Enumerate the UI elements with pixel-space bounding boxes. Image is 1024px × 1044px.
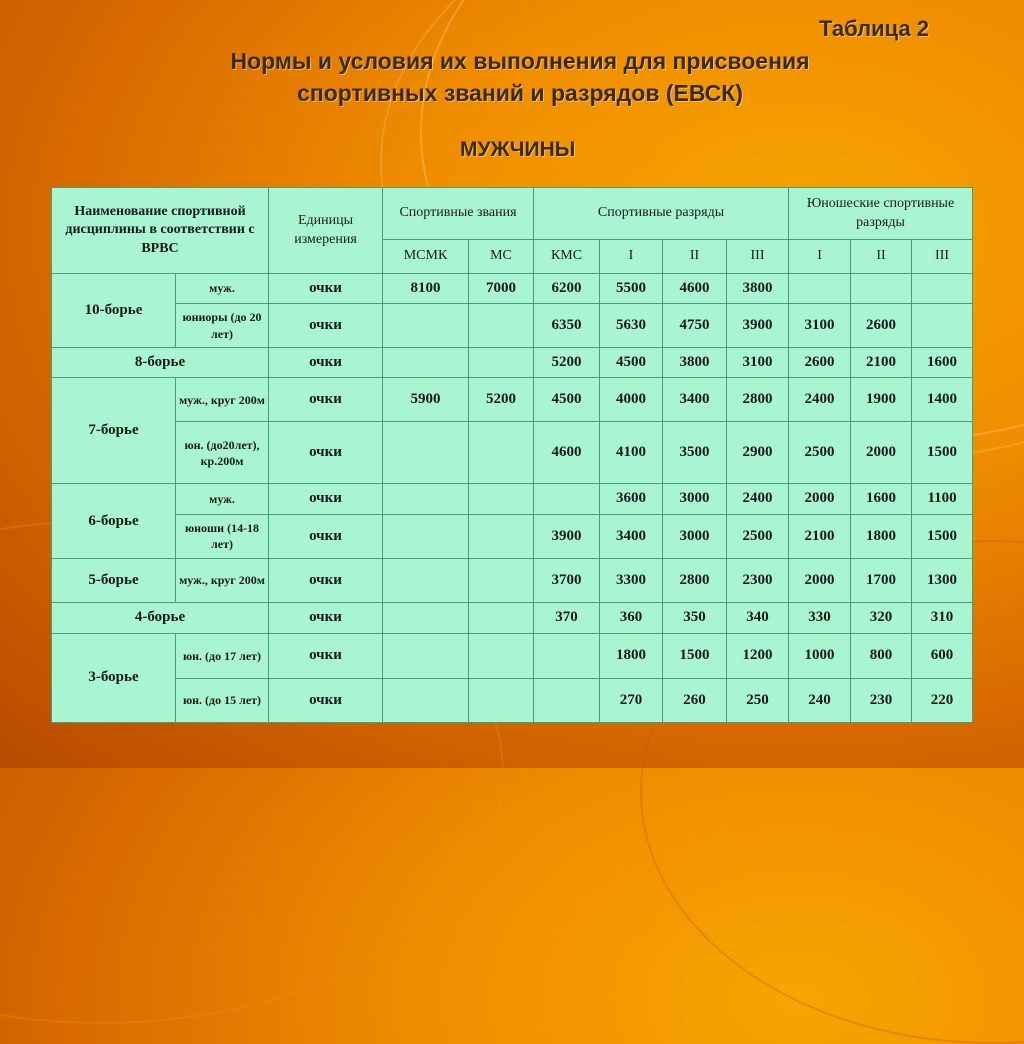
- unit-cell: очки: [269, 558, 383, 602]
- value-cell: [469, 514, 534, 558]
- page-title-line-2: спортивных званий и разрядов (ЕВСК): [297, 80, 743, 106]
- header-unit: Единицы измерения: [269, 188, 383, 274]
- value-cell: 370: [534, 602, 600, 633]
- value-cell: 2300: [727, 558, 789, 602]
- table-row: [52, 602, 973, 633]
- unit-cell: очки: [269, 678, 383, 722]
- value-cell: 2000: [851, 422, 912, 484]
- value-cell: 320: [851, 602, 912, 633]
- header-col-rank-1: I: [600, 240, 663, 274]
- value-cell: 3800: [727, 274, 789, 304]
- value-cell: 1900: [851, 378, 912, 422]
- discipline-cell: 5-борье: [52, 558, 176, 602]
- value-cell: 2400: [727, 484, 789, 514]
- value-cell: [469, 678, 534, 722]
- value-cell: 1600: [851, 484, 912, 514]
- header-ranks-group: Спортивные разряды: [534, 188, 789, 240]
- value-cell: 240: [789, 678, 851, 722]
- value-cell: 2400: [789, 378, 851, 422]
- unit-cell: очки: [269, 274, 383, 304]
- value-cell: [383, 602, 469, 633]
- value-cell: 1500: [912, 422, 973, 484]
- value-cell: 4100: [600, 422, 663, 484]
- header-col-youth-2: II: [851, 240, 912, 274]
- value-cell: 230: [851, 678, 912, 722]
- table-row: [52, 514, 973, 558]
- page-title-line-1: Нормы и условия их выполнения для присвоения: [230, 48, 810, 74]
- subgroup-cell: юниоры (до 20 лет): [176, 304, 269, 348]
- table-row: [52, 422, 973, 484]
- value-cell: 2600: [851, 304, 912, 348]
- discipline-cell: 3-борье: [52, 633, 176, 722]
- unit-cell: очки: [269, 422, 383, 484]
- discipline-cell: 10-борье: [52, 274, 176, 348]
- value-cell: 350: [663, 602, 727, 633]
- value-cell: 3000: [663, 484, 727, 514]
- header-col-ms: МС: [469, 240, 534, 274]
- header-col-msmk: МСМК: [383, 240, 469, 274]
- value-cell: 3500: [663, 422, 727, 484]
- value-cell: 1700: [851, 558, 912, 602]
- value-cell: 800: [851, 633, 912, 678]
- discipline-cell: 8-борье: [52, 348, 269, 378]
- value-cell: 1200: [727, 633, 789, 678]
- subgroup-cell: муж., круг 200м: [176, 378, 269, 422]
- value-cell: 2500: [727, 514, 789, 558]
- value-cell: [469, 304, 534, 348]
- value-cell: [469, 422, 534, 484]
- value-cell: [383, 558, 469, 602]
- value-cell: 6350: [534, 304, 600, 348]
- header-discipline: Наименование спортивной дисциплины в соответствии с ВРВС: [52, 188, 269, 274]
- value-cell: 270: [600, 678, 663, 722]
- value-cell: 7000: [469, 274, 534, 304]
- header-col-youth-1: I: [789, 240, 851, 274]
- value-cell: 1500: [912, 514, 973, 558]
- discipline-cell: 7-борье: [52, 378, 176, 484]
- value-cell: 5200: [469, 378, 534, 422]
- table-number-label: Таблица 2: [819, 16, 930, 41]
- header-youth-group: Юношеские спортивные разряды: [789, 188, 973, 240]
- value-cell: [469, 484, 534, 514]
- gender-subtitle: МУЖЧИНЫ: [460, 138, 576, 161]
- value-cell: 330: [789, 602, 851, 633]
- value-cell: 600: [912, 633, 973, 678]
- value-cell: [469, 348, 534, 378]
- unit-cell: очки: [269, 633, 383, 678]
- value-cell: [534, 678, 600, 722]
- unit-cell: очки: [269, 514, 383, 558]
- table-row: [52, 378, 973, 422]
- value-cell: [383, 678, 469, 722]
- table-row: [52, 304, 973, 348]
- value-cell: 8100: [383, 274, 469, 304]
- value-cell: 5200: [534, 348, 600, 378]
- value-cell: 310: [912, 602, 973, 633]
- value-cell: 2500: [789, 422, 851, 484]
- value-cell: 260: [663, 678, 727, 722]
- value-cell: [383, 484, 469, 514]
- unit-cell: очки: [269, 304, 383, 348]
- subgroup-cell: муж., круг 200м: [176, 558, 269, 602]
- value-cell: 1500: [663, 633, 727, 678]
- discipline-cell: 6-борье: [52, 484, 176, 558]
- value-cell: [383, 514, 469, 558]
- value-cell: 220: [912, 678, 973, 722]
- subgroup-cell: муж.: [176, 274, 269, 304]
- table-row: [52, 348, 973, 378]
- value-cell: 2600: [789, 348, 851, 378]
- value-cell: 4000: [600, 378, 663, 422]
- value-cell: 4600: [663, 274, 727, 304]
- value-cell: 3700: [534, 558, 600, 602]
- value-cell: 1800: [851, 514, 912, 558]
- value-cell: 3100: [789, 304, 851, 348]
- subgroup-cell: юн. (до 15 лет): [176, 678, 269, 722]
- value-cell: 6200: [534, 274, 600, 304]
- header-col-rank-2: II: [663, 240, 727, 274]
- table-row: [52, 558, 973, 602]
- unit-cell: очки: [269, 348, 383, 378]
- value-cell: 3400: [663, 378, 727, 422]
- value-cell: [469, 558, 534, 602]
- value-cell: 1800: [600, 633, 663, 678]
- value-cell: [383, 348, 469, 378]
- subgroup-cell: юноши (14-18 лет): [176, 514, 269, 558]
- unit-cell: очки: [269, 378, 383, 422]
- table-row: [52, 678, 973, 722]
- value-cell: 1100: [912, 484, 973, 514]
- value-cell: 2100: [851, 348, 912, 378]
- value-cell: 3900: [534, 514, 600, 558]
- value-cell: 340: [727, 602, 789, 633]
- header-col-youth-3: III: [912, 240, 973, 274]
- value-cell: [912, 304, 973, 348]
- subgroup-cell: юн. (до 17 лет): [176, 633, 269, 678]
- table-row: [52, 633, 973, 678]
- table-row: [52, 484, 973, 514]
- unit-cell: очки: [269, 484, 383, 514]
- value-cell: 3400: [600, 514, 663, 558]
- unit-cell: очки: [269, 602, 383, 633]
- value-cell: 360: [600, 602, 663, 633]
- value-cell: 5630: [600, 304, 663, 348]
- value-cell: 2100: [789, 514, 851, 558]
- value-cell: 3800: [663, 348, 727, 378]
- value-cell: [851, 274, 912, 304]
- header-titles-group: Спортивные звания: [383, 188, 534, 240]
- table-row: [52, 274, 973, 304]
- value-cell: 1400: [912, 378, 973, 422]
- subgroup-cell: муж.: [176, 484, 269, 514]
- value-cell: 3600: [600, 484, 663, 514]
- value-cell: 250: [727, 678, 789, 722]
- value-cell: 4500: [534, 378, 600, 422]
- value-cell: 2900: [727, 422, 789, 484]
- norms-table: [51, 187, 973, 723]
- value-cell: 2000: [789, 558, 851, 602]
- value-cell: 4500: [600, 348, 663, 378]
- value-cell: [383, 422, 469, 484]
- value-cell: 5500: [600, 274, 663, 304]
- header-col-rank-3: III: [727, 240, 789, 274]
- header-col-kms: КМС: [534, 240, 600, 274]
- value-cell: [383, 304, 469, 348]
- value-cell: 1300: [912, 558, 973, 602]
- value-cell: [469, 633, 534, 678]
- value-cell: 3100: [727, 348, 789, 378]
- subgroup-cell: юн. (до20лет), кр.200м: [176, 422, 269, 484]
- value-cell: [534, 484, 600, 514]
- value-cell: [789, 274, 851, 304]
- value-cell: 3900: [727, 304, 789, 348]
- value-cell: [469, 602, 534, 633]
- value-cell: 1000: [789, 633, 851, 678]
- value-cell: 3000: [663, 514, 727, 558]
- value-cell: 2000: [789, 484, 851, 514]
- value-cell: 1600: [912, 348, 973, 378]
- value-cell: 2800: [727, 378, 789, 422]
- discipline-cell: 4-борье: [52, 602, 269, 633]
- value-cell: 5900: [383, 378, 469, 422]
- value-cell: [912, 274, 973, 304]
- value-cell: 4750: [663, 304, 727, 348]
- value-cell: 4600: [534, 422, 600, 484]
- value-cell: [383, 633, 469, 678]
- value-cell: 3300: [600, 558, 663, 602]
- value-cell: 2800: [663, 558, 727, 602]
- value-cell: [534, 633, 600, 678]
